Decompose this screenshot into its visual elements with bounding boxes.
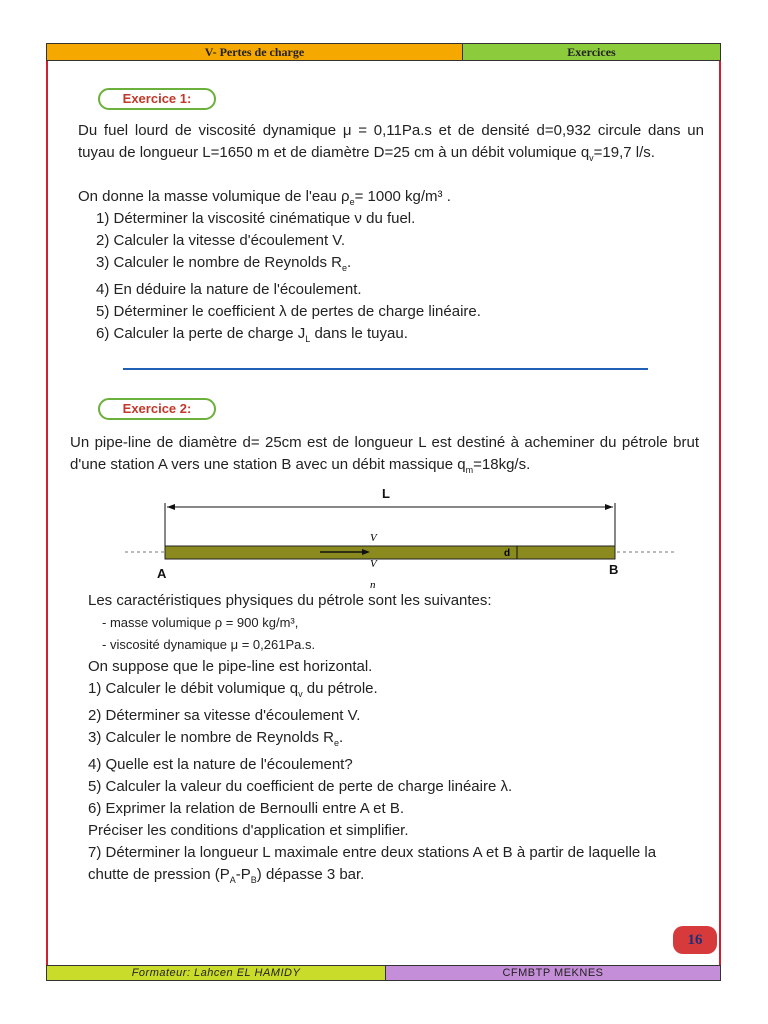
ex2-p1: Un pipe-line de diamètre d= 25cm est de longueur L est destiné à acheminer du pétrole brut d'une station A vers une station B avec un débit massique q [70, 434, 699, 473]
ex2-p1-sub: m [465, 465, 474, 475]
ex2-q2: 2) Déterminer sa vitesse d'écoulement V. [88, 707, 361, 724]
ex2-q6: 6) Exprimer la relation de Bernoulli entre A et B. [88, 800, 404, 817]
ex2-q3: 3) Calculer le nombre de Reynolds $R_e$. [88, 729, 344, 748]
ex2-q6b: Préciser les conditions d'application et simplifier. [88, 822, 409, 839]
ex2-density: - masse volumique ρ = 900 kg/m³, [102, 615, 299, 630]
page-header [46, 43, 721, 61]
label-d: d [504, 548, 511, 559]
ex2-p1-end: =18kg/s. [473, 456, 531, 473]
ex1-q2: 2) Calculer la vitesse d'écoulement V. [96, 232, 346, 249]
page-footer [46, 965, 721, 981]
ex1-p2: On donne la masse volumique de l'eau ρ [78, 188, 350, 205]
ex2-q5: 5) Calculer la valeur du coefficient de perte de charge linéaire λ. [88, 778, 513, 795]
ex2-hyp: On suppose que le pipe-line est horizontal. [88, 658, 373, 675]
ex1-q1: 1) Déterminer la viscosité cinématique ν du fuel. [96, 210, 416, 227]
ex1-q5: 5) Déterminer le coefficient λ de pertes de charge linéaire. [96, 303, 481, 320]
label-A: A [157, 566, 167, 581]
label-L: L [382, 486, 390, 501]
dim-arrow-right [605, 504, 613, 510]
ex1-p1-end: =19,7 l/s. [593, 144, 655, 161]
exercise-1-statement [78, 120, 704, 169]
section-divider [123, 368, 648, 370]
chapter-title: V- Pertes de charge [47, 44, 463, 60]
frame-right-border [719, 61, 721, 965]
page-number-badge: 16 [673, 926, 717, 954]
pipe-body [165, 546, 615, 559]
ex2-q7: 7) Déterminer la longueur L maximale entre deux stations A et B à partir de laquelle la chutte de pression $(P_A-P_B)$ dépasse 3 bar. [88, 844, 657, 885]
ex2-q1: 1) Calculer le débit volumique $q_v$ du pétrole. [88, 680, 378, 699]
label-B: B [609, 562, 619, 577]
exercise-1-questions [96, 208, 716, 350]
ex1-p2-sub: e [349, 197, 355, 207]
frame-left-border [46, 61, 48, 965]
footer-author: Formateur: Lahcen EL HAMIDY [47, 966, 386, 980]
ex2-q4: 4) Quelle est la nature de l'écoulement? [88, 756, 353, 773]
footer-institution: CFMBTP MEKNES [386, 966, 720, 980]
ex2-viscosity: - viscosité dynamique μ = 0,261Pa.s. [102, 637, 316, 652]
exercise-2-statement [70, 432, 699, 481]
ex1-q6: 6) Calculer la perte de charge $J_L$ dans le tuyau. [96, 325, 408, 344]
ex1-p1-sub: v [589, 153, 594, 163]
pipeline-diagram [120, 485, 680, 595]
dim-arrow-left [167, 504, 175, 510]
ex1-p1: Du fuel lourd de viscosité dynamique μ = 0,11Pa.s et de densité d=0,932 circule dans un tuyau de longueur L=1650 m et de diamètre D=25 cm à un débit volumique q [78, 122, 704, 161]
ex1-q3: 3) Calculer le nombre de Reynolds $R_e$. [96, 254, 352, 273]
exercise-2-title: Exercice 2: [98, 398, 216, 420]
label-n: n [370, 579, 376, 591]
exercise-2-questions [88, 656, 708, 891]
ex1-p2-end: = 1000 kg/m³ . [354, 188, 451, 205]
label-V-top: V [370, 532, 377, 544]
exercise-1-title: Exercice 1: [98, 88, 216, 110]
exercise-2-properties [88, 590, 708, 656]
section-title: Exercices [463, 44, 720, 60]
label-V-bottom: V [370, 558, 377, 570]
ex2-carac: Les caractéristiques physiques du pétrole sont les suivantes: [88, 592, 492, 609]
ex1-q4: 4) En déduire la nature de l'écoulement. [96, 281, 362, 298]
